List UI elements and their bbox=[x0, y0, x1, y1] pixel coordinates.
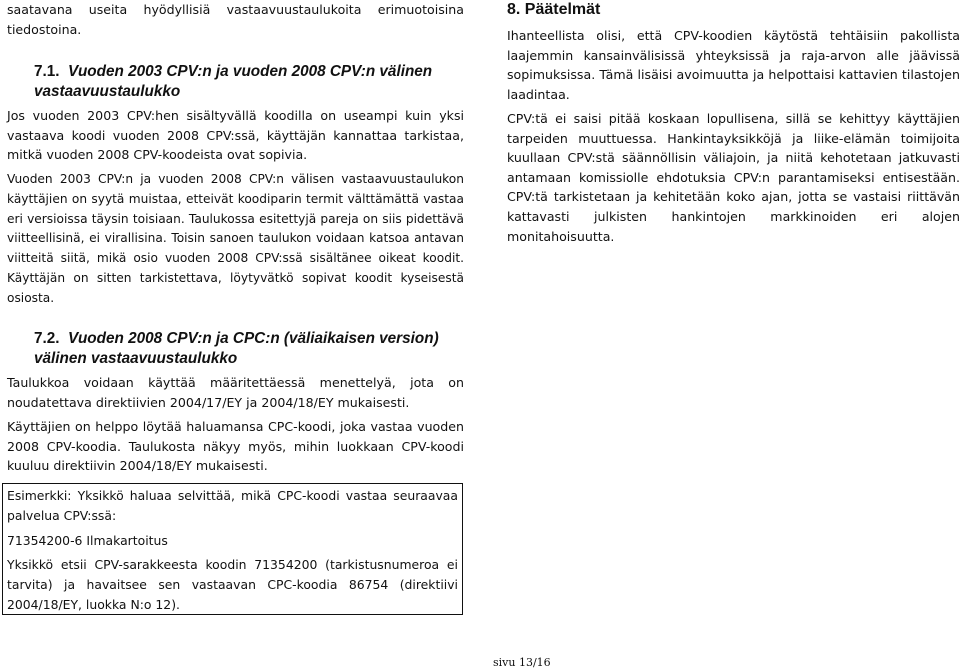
section-7-1-heading bbox=[7, 62, 464, 102]
page-number: sivu 13/16 bbox=[493, 656, 551, 669]
section-8-paragraph-2: CPV:tä ei saisi pitää koskaan lopullisena, sillä se kehittyy käyttäjien tarpeiden muuttuessa. Hankintayksikköjä ja liike-elämän toimijoita kuullaan CPV:stä säännöllisin väliajoin, ja niitä kehotetaan jatkuvasti antamaan komissiolle ehdotuksia CPV:n parantamiseksi entisestään. CPV:tä tarkistetaan ja kehitetään koko ajan, jotta se vastaisi riittävän kattavasti julkisten hankintojen markkinoiden eri alojen monitahoisuutta. bbox=[507, 111, 960, 244]
section-7-2-paragraph-1: Taulukkoa voidaan käyttää määritettäessä menettelyä, jota on noudatettava direktiivien 2004/17/EY ja 2004/18/EY mukaisesti. bbox=[7, 375, 464, 410]
section-7-1-title: Vuoden 2003 CPV:n ja vuoden 2008 CPV:n välinen vastaavuustaulukko bbox=[34, 63, 433, 100]
section-7-1-paragraph-2: Vuoden 2003 CPV:n ja vuoden 2008 CPV:n välisen vastaavuustaulukon käyttäjien on syytä muistaa, etteivät koodiparin termit välttämättä vastaa eri versioissa täysin toisiaan. Taulukossa esitettyjä pareja on siis pidettävä viitteellisinä, ei virallisina. Toisin sanoen taulukon voidaan katsoa antavan viitteitä siitä, mikä osio vuoden 2008 CPV:ssä sisältänee oikeat koodit. Käyttäjän on sitten tarkistettava, löytyvätkö sopivat koodit kyseisestä osiosta. bbox=[7, 172, 464, 305]
section-7-2-title-line-2: välinen vastaavuustaulukko bbox=[34, 350, 238, 367]
example-paragraph-2: 71354200-6 Ilmakartoitus bbox=[7, 532, 168, 548]
intro-paragraph: saatavana useita hyödyllisiä vastaavuustaulukoita erimuotoisina tiedostoina. bbox=[7, 2, 464, 37]
section-7-2-paragraph-2: Käyttäjien on helppo löytää haluamansa CPC-koodi, joka vastaa vuoden 2008 CPV-koodia. Taulukosta näkyy myös, mihin luokkaan CPV-koodi kuuluu direktiivin 2004/18/EY mukaisesti. bbox=[7, 419, 464, 474]
section-7-1-number: 7.1. bbox=[34, 63, 60, 80]
section-7-2-title-line-1: Vuoden 2008 CPV:n ja CPC:n (väliaikaisen version) bbox=[68, 330, 439, 347]
example-paragraph-1: Esimerkki: Yksikkö haluaa selvittää, mikä CPC-koodi vastaa seuraavaa palvelua CPV:ssä: bbox=[7, 488, 458, 523]
example-paragraph-3: Yksikkö etsii CPV-sarakkeesta koodin 71354200 (tarkistusnumeroa ei tarvita) ja havaitsee sen vastaavan CPC-koodia 86754 (direktiivi 2004/18/EY, luokka N:o 12). bbox=[7, 557, 458, 612]
section-7-2-number: 7.2. bbox=[34, 330, 60, 347]
section-7-1-paragraph-1: Jos vuoden 2003 CPV:hen sisältyvällä koodilla on useampi kuin yksi vastaava koodi vuoden 2008 CPV:ssä, käyttäjän kannattaa tarkistaa, mitkä vuoden 2008 CPV-koodeista ovat sopivia. bbox=[7, 108, 464, 163]
section-8-paragraph-1: Ihanteellista olisi, että CPV-koodien käytöstä tehtäisiin pakollista laajemmin kansainvälisissä yhteyksissä ja raja-arvon alle jäävissä sopimuksissa. Tämä lisäisi avoimuutta ja helpottaisi kattavien tilastojen laadintaa. bbox=[507, 28, 960, 102]
example-box bbox=[2, 483, 463, 615]
section-8-heading: 8. Päätelmät bbox=[507, 1, 601, 18]
section-7-2-heading bbox=[7, 329, 464, 369]
